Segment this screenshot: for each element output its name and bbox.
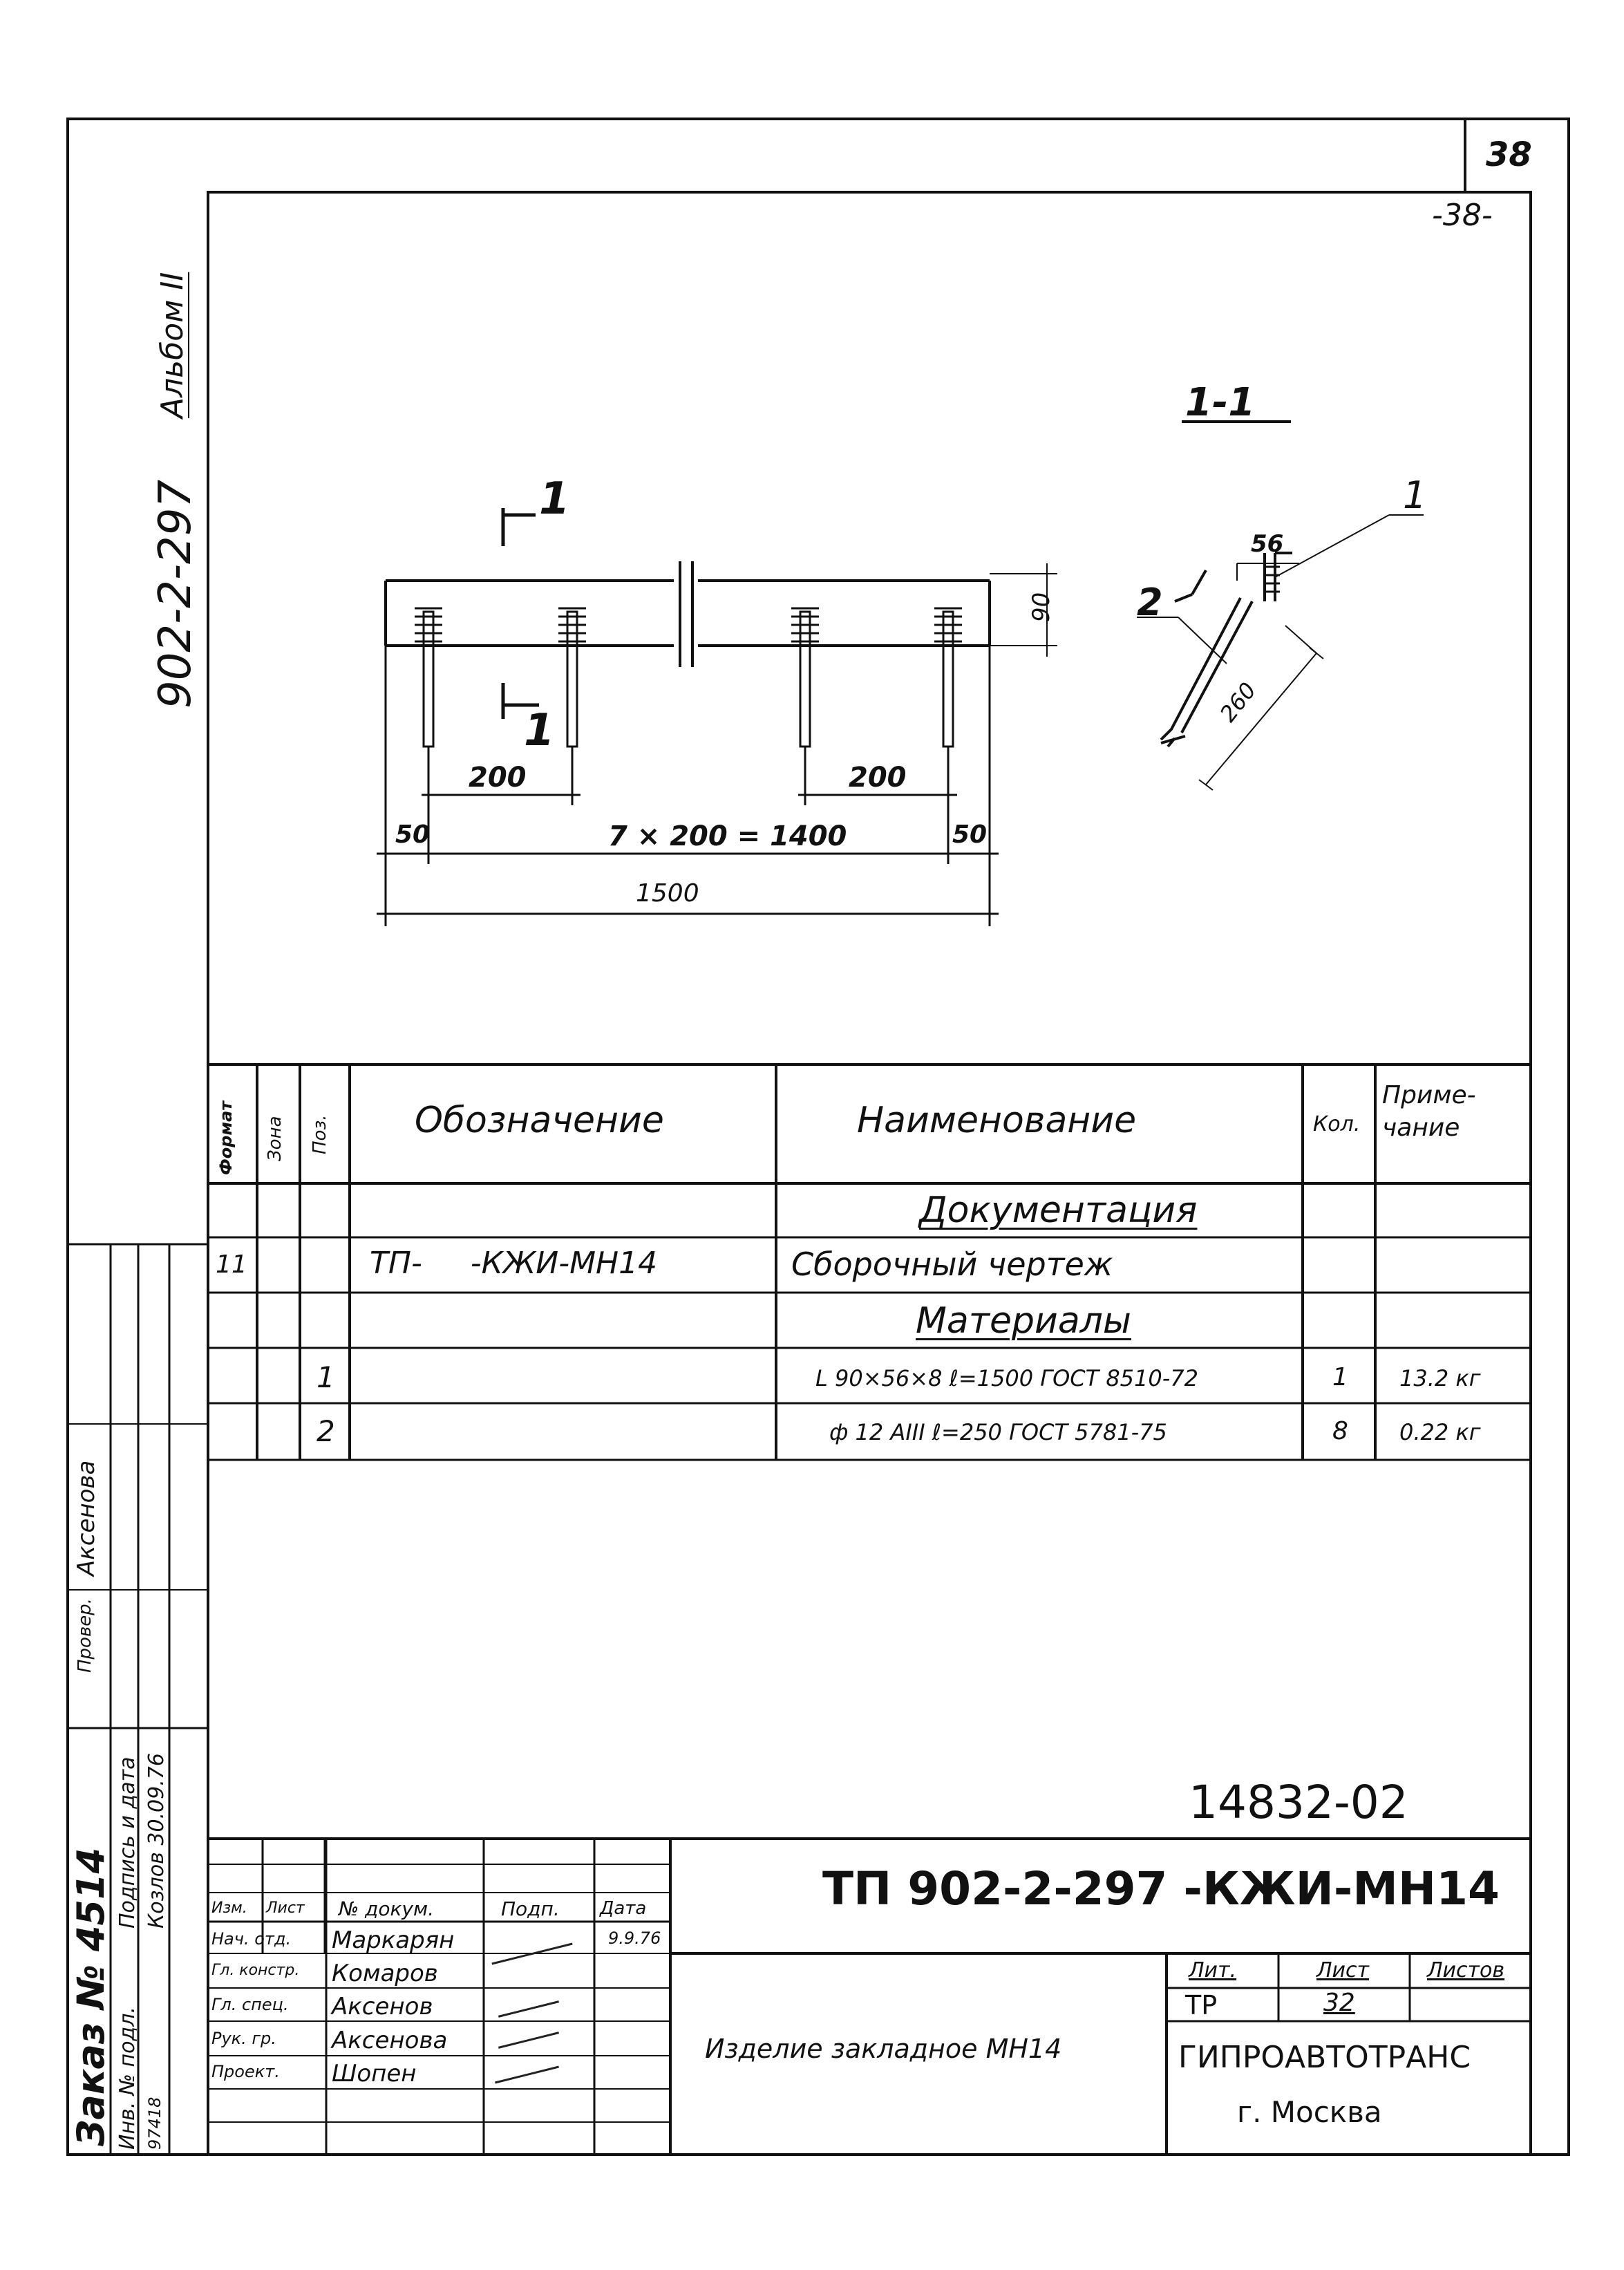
organization: ГИПРОАВТОТРАНС xyxy=(1178,2040,1471,2075)
col-doc: № докум. xyxy=(339,1897,435,1920)
row-name: ф 12 AIII ℓ=250 ГОСТ 5781-75 xyxy=(829,1419,1167,1445)
dim-pitch: 7 × 200 = 1400 xyxy=(608,820,847,852)
sign-date-label-vertical: Подпись и дата xyxy=(115,1756,140,1929)
section-documentation: Документация xyxy=(919,1190,1198,1231)
col-header-pos: Поз. xyxy=(310,1114,330,1154)
signatory-name: Аксенов xyxy=(332,1993,433,2020)
sign-date-value-vertical: Козлов 30.09.76 xyxy=(144,1753,169,1929)
series-code-vertical: 902-2-297 xyxy=(150,479,201,709)
lit-label: Лит. xyxy=(1189,1958,1237,1982)
signatory-role: Гл. констр. xyxy=(211,1962,300,1979)
col-change: Изм. xyxy=(211,1900,247,1917)
signatory-role: Гл. спец. xyxy=(211,1995,289,2014)
signatory-role: Проект. xyxy=(211,2062,280,2081)
section-dim-bar: 260 xyxy=(1214,677,1262,727)
dim-spacing-left: 200 xyxy=(469,762,527,794)
city: г. Москва xyxy=(1237,2095,1382,2129)
row-pos: 1 xyxy=(317,1360,335,1394)
section-title: 1-1 xyxy=(1185,380,1256,425)
col-sign: Подп. xyxy=(501,1897,560,1920)
dim-total: 1500 xyxy=(636,879,699,908)
section-dim-leg: 56 xyxy=(1251,530,1284,558)
dim-end-right: 50 xyxy=(952,820,988,849)
doc-code: ТП 902-2-297 -КЖИ-МН14 xyxy=(822,1862,1500,1915)
col-header-note: Приме-чание xyxy=(1382,1081,1476,1142)
row-name: Сборочный чертеж xyxy=(791,1246,1113,1283)
sheets-label: Листов xyxy=(1427,1958,1505,1982)
anchor-bars xyxy=(415,608,962,747)
row-note: 0.22 кг xyxy=(1399,1419,1481,1445)
col-header-zone: Зона xyxy=(265,1116,285,1161)
dim-end-left: 50 xyxy=(395,820,431,849)
col-header-designation: Обозначение xyxy=(415,1100,664,1141)
order-label-vertical: Заказ № 4514 xyxy=(69,1847,113,2146)
col-list: Лист xyxy=(266,1900,305,1917)
page-mark: -38- xyxy=(1432,198,1493,233)
row-qty: 1 xyxy=(1332,1363,1348,1391)
col-header-format: Формат xyxy=(216,1100,236,1175)
signatory-role: Нач. отд. xyxy=(211,1929,292,1949)
item-name: Изделие закладное МН14 xyxy=(705,2034,1062,2064)
dim-height-label: 90 xyxy=(1028,592,1055,622)
sheet-label: Лист xyxy=(1316,1958,1370,1982)
section-materials: Материалы xyxy=(916,1300,1131,1342)
signatory-role: Рук. гр. xyxy=(211,2029,276,2048)
elevation-view xyxy=(386,561,1057,667)
col-date: Дата xyxy=(600,1898,647,1919)
signatory-name: Шопен xyxy=(332,2060,417,2088)
row-pos: 2 xyxy=(317,1414,335,1448)
row-designation: ТП- -КЖИ-МН14 xyxy=(370,1246,658,1281)
date-value: 9.9.76 xyxy=(608,1929,661,1948)
checked-name-vertical: Аксенова xyxy=(73,1460,100,1576)
section-mark-top: 1 xyxy=(539,473,570,525)
section-pos-1: 1 xyxy=(1403,473,1427,517)
order-number: 14832-02 xyxy=(1189,1776,1408,1829)
section-pos-2: 2 xyxy=(1137,581,1163,624)
section-mark-bottom: 1 xyxy=(524,705,555,756)
corner-sheet-number: 38 xyxy=(1486,135,1532,174)
row-format: 11 xyxy=(216,1250,247,1279)
signatory-name: Аксенова xyxy=(332,2027,448,2054)
inv-label-vertical: Инв. № подл. xyxy=(115,2007,140,2150)
dim-spacing-right: 200 xyxy=(849,762,907,794)
sheet-value: 32 xyxy=(1323,1989,1355,2017)
col-header-name: Наименование xyxy=(857,1100,1137,1141)
row-name: L 90×56×8 ℓ=1500 ГОСТ 8510-72 xyxy=(815,1365,1199,1391)
inv-value-vertical: 97418 xyxy=(145,2097,164,2150)
signatory-name: Комаров xyxy=(332,1960,438,1987)
checked-label-vertical: Провер. xyxy=(75,1597,95,1673)
album-label-vertical: Альбом II xyxy=(155,272,190,418)
lit-value: ТР xyxy=(1185,1990,1218,2020)
col-header-qty: Кол. xyxy=(1313,1112,1361,1136)
row-qty: 8 xyxy=(1332,1417,1348,1445)
section-cut-marks xyxy=(503,508,539,719)
signatory-name: Маркарян xyxy=(332,1926,455,1954)
row-note: 13.2 кг xyxy=(1399,1365,1481,1391)
